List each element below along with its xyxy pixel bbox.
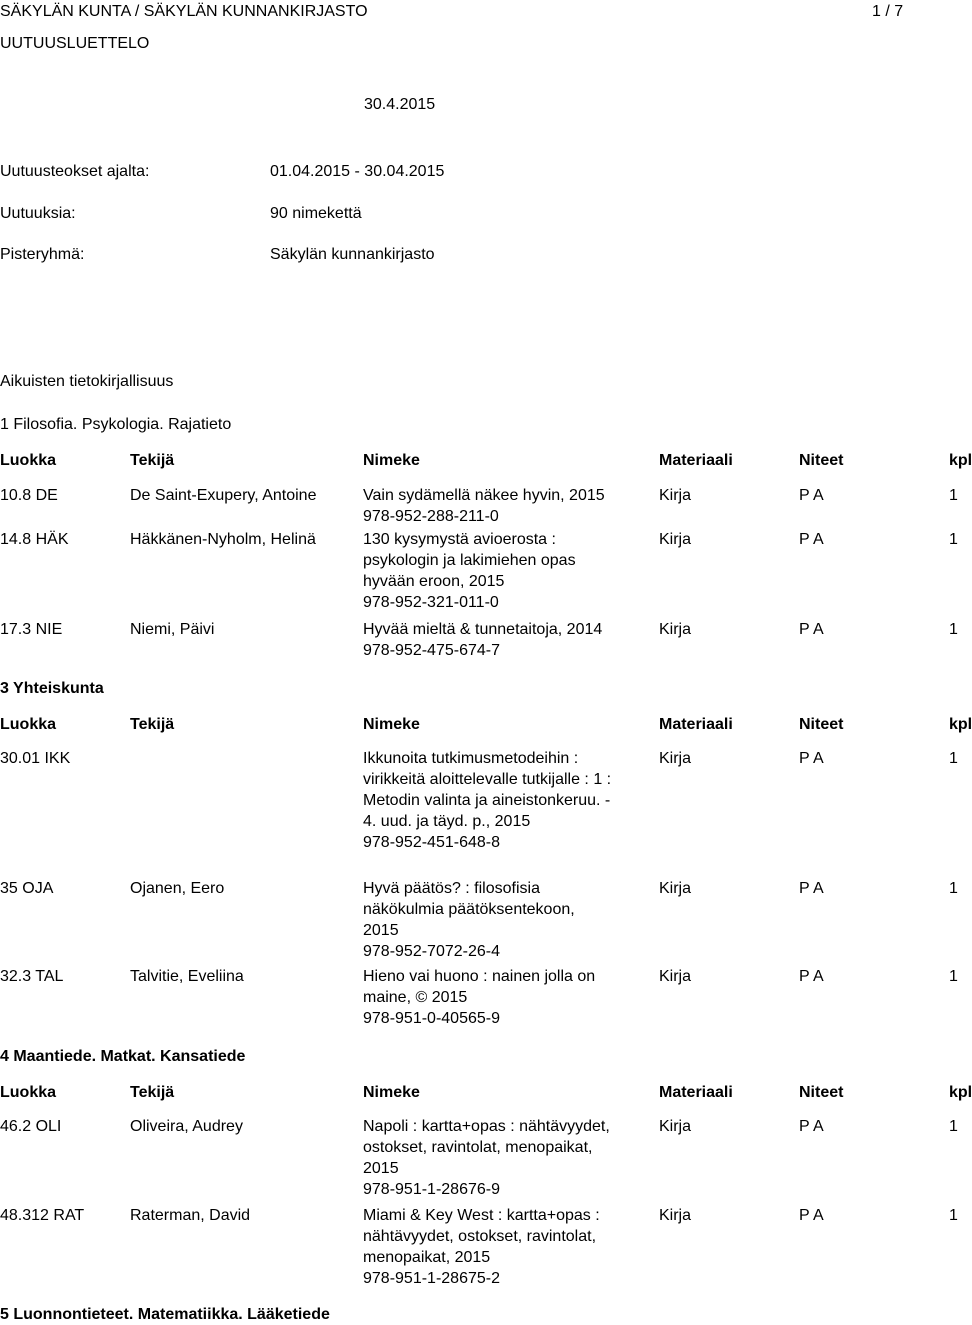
cell-niteet: P A xyxy=(799,487,824,504)
col-nimeke: Nimeke xyxy=(363,1084,420,1101)
period-value: 01.04.2015 - 30.04.2015 xyxy=(270,163,445,180)
cell-niteet: P A xyxy=(799,1207,824,1224)
cell-nimeke xyxy=(363,529,603,613)
cell-niteet: P A xyxy=(799,968,824,985)
cell-tekija: Niemi, Päivi xyxy=(130,621,215,638)
cell-niteet: P A xyxy=(799,621,824,638)
cell-materiaali: Kirja xyxy=(659,621,692,638)
cell-luokka: 10.8 DE xyxy=(0,487,58,504)
cell-niteet: P A xyxy=(799,750,824,767)
title-text: 130 kysymystä avioerosta : psykologin ja lakimiehen opas hyvään eroon, 2015 xyxy=(363,531,576,590)
group-label: Pisteryhmä: xyxy=(0,246,85,263)
title-text: Vain sydämellä näkee hyvin, 2015 xyxy=(363,487,605,504)
col-niteet: Niteet xyxy=(799,716,844,733)
section-5-title: 5 Luonnontieteet. Matematiikka. Lääketiede xyxy=(0,1306,330,1323)
isbn-text: 978-952-7072-26-4 xyxy=(363,943,500,960)
col-nimeke: Nimeke xyxy=(363,452,420,469)
isbn-text: 978-952-288-211-0 xyxy=(363,508,499,525)
cell-niteet: P A xyxy=(799,880,824,897)
count-value: 90 nimekettä xyxy=(270,205,362,222)
cell-materiaali: Kirja xyxy=(659,531,692,548)
cell-luokka: 17.3 NIE xyxy=(0,621,63,638)
cell-kpl: 1 xyxy=(949,1118,958,1135)
cell-materiaali: Kirja xyxy=(659,1207,692,1224)
isbn-text: 978-951-0-40565-9 xyxy=(363,1010,500,1027)
col-materiaali: Materiaali xyxy=(659,452,733,469)
cell-materiaali: Kirja xyxy=(659,968,692,985)
title-text: Napoli : kartta+opas : nähtävyydet, ostokset, ravintolat, menopaikat, 2015 xyxy=(363,1118,610,1177)
col-tekija: Tekijä xyxy=(130,452,175,469)
col-tekija: Tekijä xyxy=(130,1084,175,1101)
group-value: Säkylän kunnankirjasto xyxy=(270,246,435,263)
col-niteet: Niteet xyxy=(799,452,844,469)
cell-nimeke xyxy=(363,1205,613,1289)
cell-luokka: 32.3 TAL xyxy=(0,968,64,985)
cell-nimeke xyxy=(363,966,608,1029)
cell-kpl: 1 xyxy=(949,880,958,897)
library-name: SÄKYLÄN KUNTA / SÄKYLÄN KUNNANKIRJASTO xyxy=(0,3,368,20)
cell-niteet: P A xyxy=(799,531,824,548)
cell-tekija: Häkkänen-Nyholm, Helinä xyxy=(130,531,316,548)
page-number: 1 / 7 xyxy=(872,3,904,20)
col-kpl: kpl xyxy=(949,452,972,469)
isbn-text: 978-952-451-648-8 xyxy=(363,834,500,851)
cell-tekija: Oliveira, Audrey xyxy=(130,1118,243,1135)
cell-tekija: Raterman, David xyxy=(130,1207,251,1224)
col-tekija: Tekijä xyxy=(130,716,175,733)
cell-luokka: 48.312 RAT xyxy=(0,1207,85,1224)
cell-kpl: 1 xyxy=(949,531,958,548)
col-niteet: Niteet xyxy=(799,1084,844,1101)
cell-nimeke xyxy=(363,748,615,853)
cell-materiaali: Kirja xyxy=(659,1118,692,1135)
cell-tekija: De Saint-Exupery, Antoine xyxy=(130,487,317,504)
cell-kpl: 1 xyxy=(949,1207,958,1224)
title-text: Hyvää mieltä & tunnetaitoja, 2014 xyxy=(363,621,603,638)
cell-kpl: 1 xyxy=(949,621,958,638)
cell-materiaali: Kirja xyxy=(659,487,692,504)
section-title: 3 Yhteiskunta xyxy=(0,680,104,697)
col-nimeke: Nimeke xyxy=(363,716,420,733)
cell-materiaali: Kirja xyxy=(659,750,692,767)
cell-tekija: Ojanen, Eero xyxy=(130,880,225,897)
isbn-text: 978-952-475-674-7 xyxy=(363,642,500,659)
category-title: Aikuisten tietokirjallisuus xyxy=(0,373,174,390)
col-luokka: Luokka xyxy=(0,716,57,733)
col-materiaali: Materiaali xyxy=(659,1084,733,1101)
cell-niteet: P A xyxy=(799,1118,824,1135)
cell-nimeke xyxy=(363,1116,613,1200)
col-kpl: kpl xyxy=(949,716,972,733)
cell-luokka: 35 OJA xyxy=(0,880,54,897)
isbn-text: 978-951-1-28675-2 xyxy=(363,1270,500,1287)
col-luokka: Luokka xyxy=(0,1084,57,1101)
title-text: Miami & Key West : kartta+opas : nähtävyydet, ostokset, ravintolat, menopaikat, 2015 xyxy=(363,1207,600,1266)
title-text: Hieno vai huono : nainen jolla on maine, © 2015 xyxy=(363,968,596,1006)
list-title: UUTUUSLUETTELO xyxy=(0,35,150,52)
col-kpl: kpl xyxy=(949,1084,972,1101)
isbn-text: 978-951-1-28676-9 xyxy=(363,1181,500,1198)
cell-nimeke xyxy=(363,878,613,962)
cell-kpl: 1 xyxy=(949,487,958,504)
cell-materiaali: Kirja xyxy=(659,880,692,897)
cell-luokka: 30.01 IKK xyxy=(0,750,71,767)
section-title: 1 Filosofia. Psykologia. Rajatieto xyxy=(0,416,232,433)
cell-kpl: 1 xyxy=(949,750,958,767)
section-title: 4 Maantiede. Matkat. Kansatiede xyxy=(0,1048,246,1065)
cell-nimeke xyxy=(363,619,623,661)
cell-kpl: 1 xyxy=(949,968,958,985)
isbn-text: 978-952-321-011-0 xyxy=(363,594,499,611)
col-materiaali: Materiaali xyxy=(659,716,733,733)
title-text: Ikkunoita tutkimusmetodeihin : virikkeitä aloittelevalle tutkijalle : 1 : Metodin valinta ja aineistonkeruu. - 4. uud. ja täyd. p., 2015 xyxy=(363,750,612,830)
period-label: Uutuusteokset ajalta: xyxy=(0,163,150,180)
cell-luokka: 14.8 HÄK xyxy=(0,531,69,548)
list-date: 30.4.2015 xyxy=(364,96,436,113)
count-label: Uutuuksia: xyxy=(0,205,76,222)
title-text: Hyvä päätös? : filosofisia näkökulmia päätöksentekoon, 2015 xyxy=(363,880,575,939)
cell-nimeke xyxy=(363,485,623,527)
cell-luokka: 46.2 OLI xyxy=(0,1118,62,1135)
col-luokka: Luokka xyxy=(0,452,57,469)
cell-tekija: Talvitie, Eveliina xyxy=(130,968,244,985)
